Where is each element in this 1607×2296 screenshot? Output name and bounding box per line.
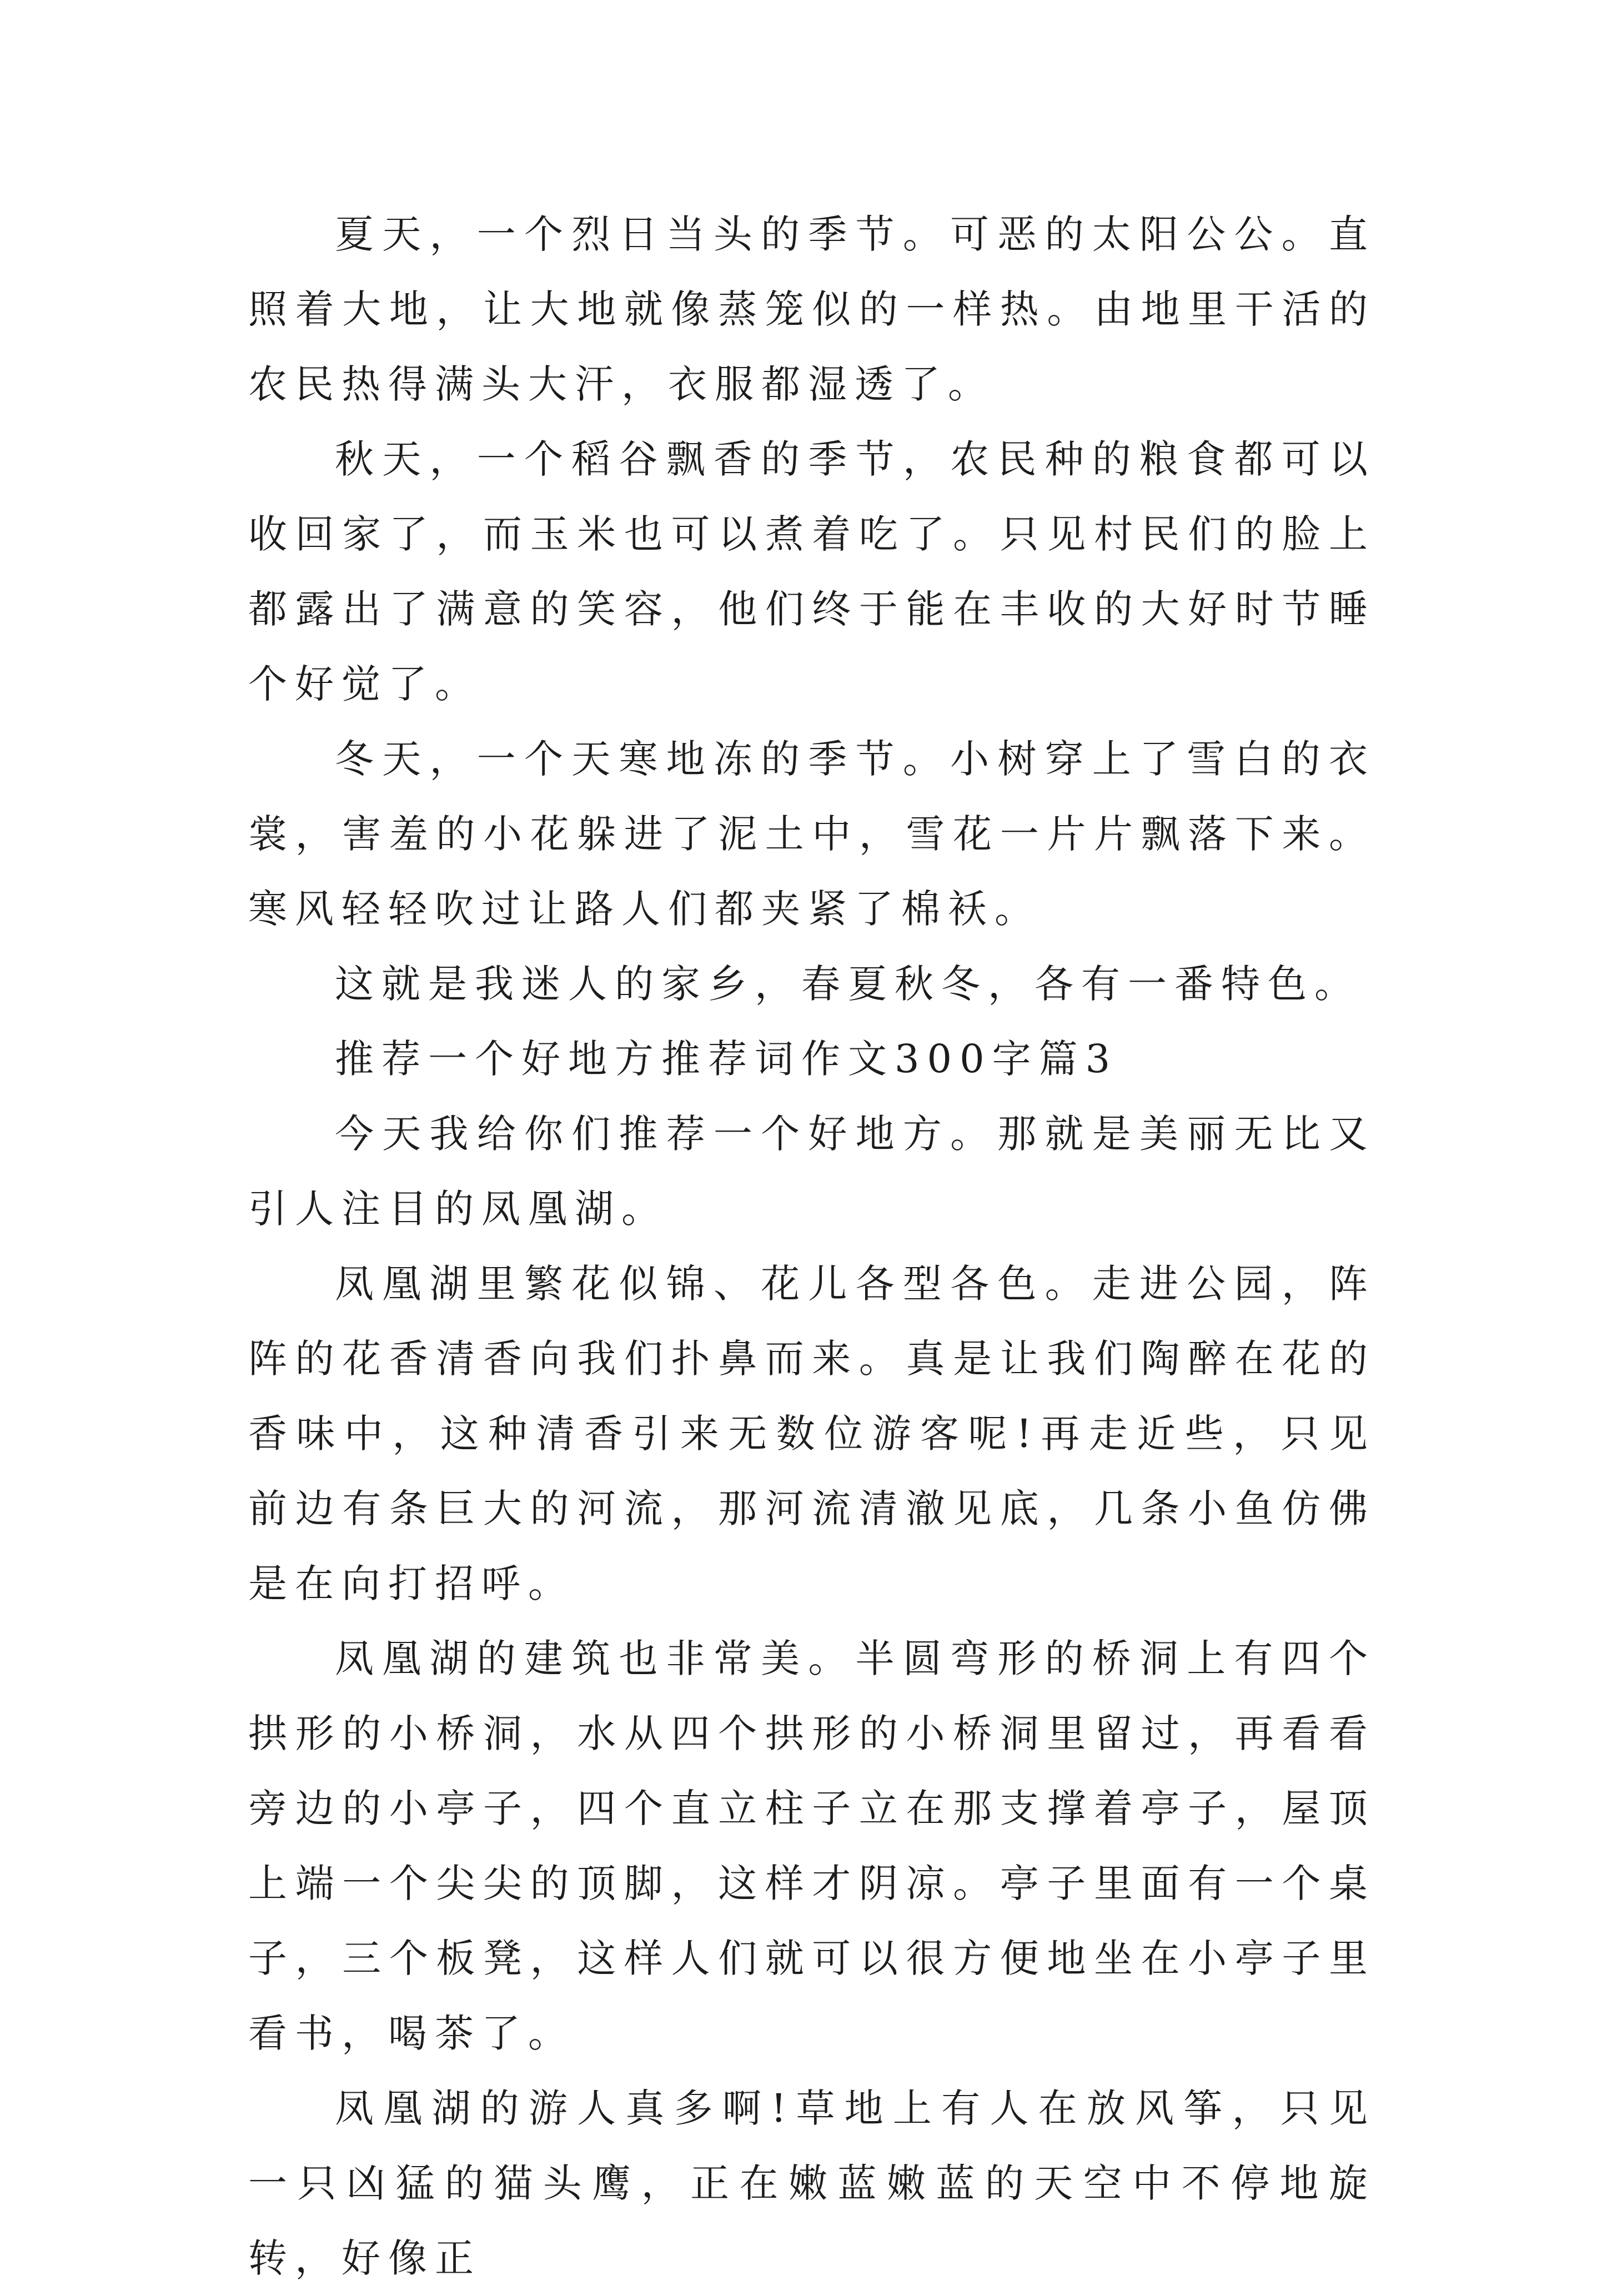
section-heading: 推荐一个好地方推荐词作文300字篇3 <box>335 1036 1118 1082</box>
paragraph-autumn: 秋天，一个稻谷飘香的季节，农民种的粮食都可以收回家了，而玉米也可以煮着吃了。只见村民们的脸上都露出了满意的笑容，他们终于能在丰收的大好时节睡个好觉了。 <box>248 436 1375 707</box>
document-body <box>248 197 1375 2296</box>
paragraph-recommendation-intro: 今天我给你们推荐一个好地方。那就是美丽无比又引人注目的凤凰湖。 <box>248 1111 1375 1232</box>
paragraph-visitors: 凤凰湖的游人真多啊!草地上有人在放风筝，只见一只凶猛的猫头鹰，正在嫩蓝嫩蓝的天空中不停地旋转，好像正 <box>248 2086 1375 2281</box>
paragraph-hometown-summary: 这就是我迷人的家乡，春夏秋冬，各有一番特色。 <box>335 961 1361 1007</box>
paragraph-summer: 夏天，一个烈日当头的季节。可恶的太阳公公。直照着大地，让大地就像蒸笼似的一样热。由地里干活的农民热得满头大汗，衣服都湿透了。 <box>248 212 1375 407</box>
paragraph-architecture: 凤凰湖的建筑也非常美。半圆弯形的桥洞上有四个拱形的小桥洞，水从四个拱形的小桥洞里留过，再看看旁边的小亭子，四个直立柱子立在那支撑着亭子，屋顶上端一个尖尖的顶脚，这样才阴凉。亭子里面有一个桌子，三个板凳，这样人们就可以很方便地坐在小亭子里看书，喝茶了。 <box>248 1636 1375 2056</box>
paragraph-winter: 冬天，一个天寒地冻的季节。小树穿上了雪白的衣裳，害羞的小花躲进了泥土中，雪花一片片飘落下来。寒风轻轻吹过让路人们都夹紧了棉袄。 <box>248 736 1375 932</box>
paragraph-flowers: 凤凰湖里繁花似锦、花儿各型各色。走进公园，阵阵的花香清香向我们扑鼻而来。真是让我们陶醉在花的香味中，这种清香引来无数位游客呢!再走近些，只见前边有条巨大的河流，那河流清澈见底，几条小鱼仿佛是在向打招呼。 <box>248 1261 1375 1606</box>
